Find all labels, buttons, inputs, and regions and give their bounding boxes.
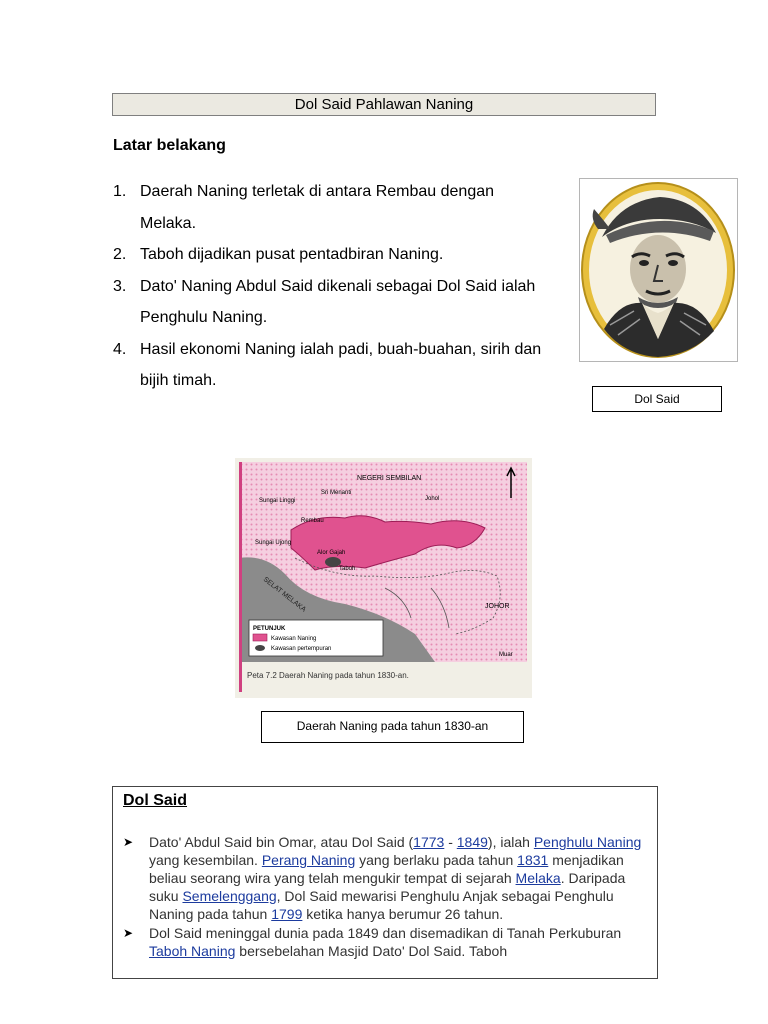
list-text: Taboh dijadikan pusat pentadbiran Naning. [140,246,444,263]
legend-swatch [255,645,265,651]
link-1799[interactable]: 1799 [271,906,303,922]
section-heading: Latar belakang [113,137,226,154]
naning-map [235,458,532,698]
map-place-label: Alor Gajah [317,550,346,556]
map-top-label: NEGERI SEMBILAN [357,475,422,482]
page-title: Dol Said Pahlawan Naning [112,93,656,116]
map-place-label: Taboh [339,566,356,572]
map-place-label: SELAT MELAKA [261,576,307,614]
list-item [113,334,553,397]
info-text: , Dol Said mewarisi Penghulu Anjak sebagai Penghulu Naning pada tahun [149,888,614,922]
link-1773[interactable]: 1773 [413,834,445,850]
list-text: Hasil ekonomi Naning ialah padi, buah-buahan, sirih dan bijih timah. [140,340,542,389]
info-text: bersebelahan Masjid Dato' Dol Said. Taboh [235,943,508,959]
info-text: yang kesembilan. [149,852,262,868]
map-place-label: Johol [425,496,440,502]
info-box [112,786,658,979]
background-list [113,176,553,397]
info-text: - [444,834,457,850]
map-place-label: Sungai Linggi [259,498,296,504]
legend-swatch [253,634,267,641]
info-text: . Daripada suku [149,870,626,904]
map-caption: Daerah Naning pada tahun 1830-an [261,711,524,743]
list-number: 2. [113,246,127,263]
link-penghulu-naning[interactable]: Penghulu Naning [533,834,642,850]
link-1831[interactable]: 1831 [517,852,549,868]
map-place-label: Rembau [301,518,324,524]
map-place-label: JOHOR [485,603,510,610]
map-place-label: Sungai Ujong [255,540,292,546]
link-perang-naning[interactable]: Perang Naning [261,852,356,868]
map-image [235,458,532,698]
portrait-caption: Dol Said [592,386,722,412]
link-semelenggang[interactable]: Semelenggang [182,888,277,904]
dol-said-portrait [579,178,738,362]
arrow-bullet-icon: ➤ [123,835,134,849]
link-1849[interactable]: 1849 [456,834,488,850]
legend-item: Kawasan pertempuran [271,646,332,652]
list-number: 1. [113,183,127,200]
info-text: ketika hanya berumur 26 tahun. [302,906,504,922]
info-title: Dol Said [123,792,188,809]
map-place-label: Muar [499,652,513,658]
list-number: 4. [113,340,127,358]
legend-item: Kawasan Naning [271,636,317,642]
portrait-image [580,179,737,361]
list-item [113,239,553,271]
link-melaka[interactable]: Melaka [515,870,561,886]
info-text: menjadikan beliau seorang wira yang telah mengukir tempat di sejarah [149,852,624,886]
info-text: Dol Said meninggal dunia pada 1849 dan disemadikan di Tanah Perkuburan [149,925,622,941]
list-number: 3. [113,277,127,295]
list-text: Daerah Naning terletak di antara Rembau dengan Melaka. [140,183,495,232]
map-place-label: Sri Menanti [321,490,352,496]
legend-title: PETUNJUK [253,626,286,632]
info-item [123,924,648,960]
list-item [113,176,553,239]
info-text: Dato' Abdul Said bin Omar, atau Dol Said ( [149,834,414,850]
map-footer: Peta 7.2 Daerah Naning pada tahun 1830-an. [247,671,409,680]
info-item [123,833,648,923]
list-text: Dato' Naning Abdul Said dikenali sebagai Dol Said ialah Penghulu Naning. [140,277,536,326]
info-text: yang berlaku pada tahun [355,852,518,868]
info-list [123,833,648,961]
link-taboh-naning[interactable]: Taboh Naning [149,943,236,959]
list-item [113,271,553,334]
arrow-bullet-icon: ➤ [123,926,134,940]
info-text: ), ialah [487,834,534,850]
